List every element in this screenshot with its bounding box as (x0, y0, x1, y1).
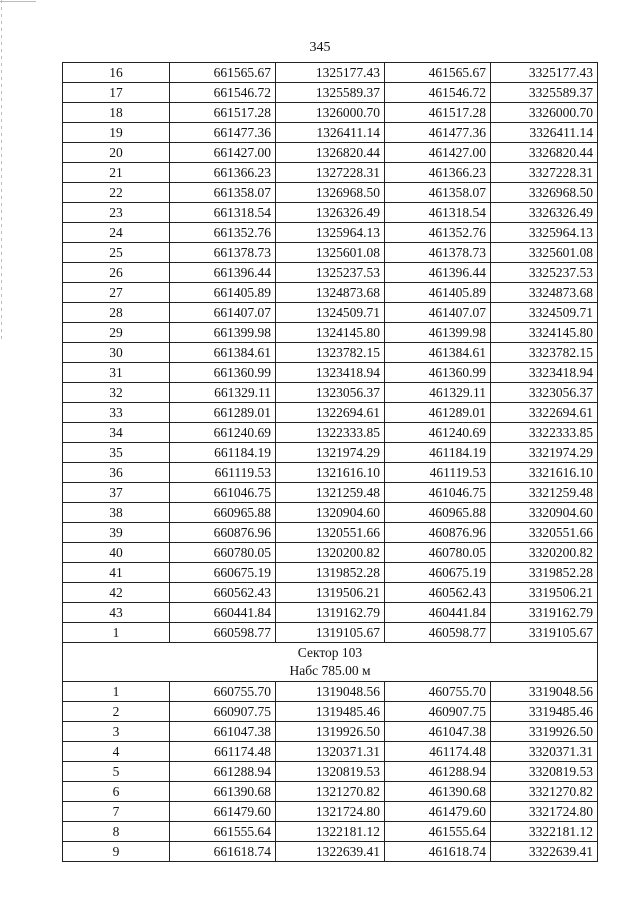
point-number-cell: 40 (63, 543, 170, 563)
x-coord-cell: 661477.36 (170, 123, 276, 143)
x2-coord-cell: 461318.54 (385, 203, 491, 223)
y2-coord-cell: 3324145.80 (491, 323, 598, 343)
point-number-cell: 27 (63, 283, 170, 303)
y2-coord-cell: 3319485.46 (491, 702, 598, 722)
table-row (63, 163, 598, 183)
y2-coord-cell: 3326411.14 (491, 123, 598, 143)
point-number-cell: 22 (63, 183, 170, 203)
y-coord-cell: 1322694.61 (276, 403, 385, 423)
y2-coord-cell: 3319506.21 (491, 583, 598, 603)
y2-coord-cell: 3321616.10 (491, 463, 598, 483)
table-row (63, 403, 598, 423)
y-coord-cell: 1319926.50 (276, 722, 385, 742)
x2-coord-cell: 460876.96 (385, 523, 491, 543)
point-number-cell: 9 (63, 842, 170, 862)
y-coord-cell: 1325964.13 (276, 223, 385, 243)
x-coord-cell: 661399.98 (170, 323, 276, 343)
sector-header-cell (63, 643, 598, 682)
table-body-after-sector (63, 682, 598, 862)
x-coord-cell: 661174.48 (170, 742, 276, 762)
y2-coord-cell: 3326968.50 (491, 183, 598, 203)
sector-elevation: Набс 785.00 м (289, 663, 371, 678)
x-coord-cell: 661378.73 (170, 243, 276, 263)
sector-header-row (63, 643, 598, 682)
scan-corner-mark (0, 1, 36, 2)
point-number-cell: 17 (63, 83, 170, 103)
y-coord-cell: 1327228.31 (276, 163, 385, 183)
x-coord-cell: 661565.67 (170, 63, 276, 83)
point-number-cell: 4 (63, 742, 170, 762)
y2-coord-cell: 3321974.29 (491, 443, 598, 463)
table-row (63, 762, 598, 782)
table-row (63, 443, 598, 463)
x-coord-cell: 661119.53 (170, 463, 276, 483)
table-row (63, 702, 598, 722)
x2-coord-cell: 461405.89 (385, 283, 491, 303)
x-coord-cell: 661288.94 (170, 762, 276, 782)
x2-coord-cell: 460907.75 (385, 702, 491, 722)
point-number-cell: 42 (63, 583, 170, 603)
x2-coord-cell: 461427.00 (385, 143, 491, 163)
y-coord-cell: 1320904.60 (276, 503, 385, 523)
y-coord-cell: 1319852.28 (276, 563, 385, 583)
y-coord-cell: 1324145.80 (276, 323, 385, 343)
x-coord-cell: 661517.28 (170, 103, 276, 123)
point-number-cell: 23 (63, 203, 170, 223)
x-coord-cell: 660598.77 (170, 623, 276, 643)
y2-coord-cell: 3323056.37 (491, 383, 598, 403)
x2-coord-cell: 461329.11 (385, 383, 491, 403)
x2-coord-cell: 461565.67 (385, 63, 491, 83)
y2-coord-cell: 3322181.12 (491, 822, 598, 842)
x2-coord-cell: 461366.23 (385, 163, 491, 183)
x-coord-cell: 661546.72 (170, 83, 276, 103)
y-coord-cell: 1325237.53 (276, 263, 385, 283)
point-number-cell: 34 (63, 423, 170, 443)
table-row (63, 742, 598, 762)
y2-coord-cell: 3325177.43 (491, 63, 598, 83)
x-coord-cell: 661360.99 (170, 363, 276, 383)
y2-coord-cell: 3327228.31 (491, 163, 598, 183)
y-coord-cell: 1325177.43 (276, 63, 385, 83)
table-row (63, 463, 598, 483)
x2-coord-cell: 461046.75 (385, 483, 491, 503)
y-coord-cell: 1320200.82 (276, 543, 385, 563)
point-number-cell: 36 (63, 463, 170, 483)
x2-coord-cell: 461384.61 (385, 343, 491, 363)
y2-coord-cell: 3319105.67 (491, 623, 598, 643)
point-number-cell: 20 (63, 143, 170, 163)
y-coord-cell: 1321616.10 (276, 463, 385, 483)
point-number-cell: 35 (63, 443, 170, 463)
x-coord-cell: 661184.19 (170, 443, 276, 463)
table-row (63, 143, 598, 163)
table-row (63, 842, 598, 862)
x2-coord-cell: 460755.70 (385, 682, 491, 702)
y-coord-cell: 1319506.21 (276, 583, 385, 603)
x-coord-cell: 661618.74 (170, 842, 276, 862)
table-row (63, 563, 598, 583)
y-coord-cell: 1322639.41 (276, 842, 385, 862)
x-coord-cell: 661405.89 (170, 283, 276, 303)
x-coord-cell: 660755.70 (170, 682, 276, 702)
point-number-cell: 30 (63, 343, 170, 363)
x-coord-cell: 661329.11 (170, 383, 276, 403)
x2-coord-cell: 461240.69 (385, 423, 491, 443)
x-coord-cell: 661555.64 (170, 822, 276, 842)
y2-coord-cell: 3323782.15 (491, 343, 598, 363)
x2-coord-cell: 461289.01 (385, 403, 491, 423)
table-row (63, 423, 598, 443)
x2-coord-cell: 461119.53 (385, 463, 491, 483)
point-number-cell: 6 (63, 782, 170, 802)
table-row (63, 523, 598, 543)
table-row (63, 603, 598, 623)
y-coord-cell: 1326000.70 (276, 103, 385, 123)
y2-coord-cell: 3326820.44 (491, 143, 598, 163)
x2-coord-cell: 460441.84 (385, 603, 491, 623)
y-coord-cell: 1319105.67 (276, 623, 385, 643)
point-number-cell: 38 (63, 503, 170, 523)
table-row (63, 782, 598, 802)
x2-coord-cell: 461477.36 (385, 123, 491, 143)
y2-coord-cell: 3319048.56 (491, 682, 598, 702)
x2-coord-cell: 460675.19 (385, 563, 491, 583)
y2-coord-cell: 3326326.49 (491, 203, 598, 223)
y2-coord-cell: 3319926.50 (491, 722, 598, 742)
table-row (63, 63, 598, 83)
x-coord-cell: 661358.07 (170, 183, 276, 203)
x2-coord-cell: 460562.43 (385, 583, 491, 603)
table-row (63, 802, 598, 822)
x-coord-cell: 661289.01 (170, 403, 276, 423)
table-row (63, 123, 598, 143)
y2-coord-cell: 3319852.28 (491, 563, 598, 583)
y2-coord-cell: 3322639.41 (491, 842, 598, 862)
x-coord-cell: 660562.43 (170, 583, 276, 603)
x-coord-cell: 661396.44 (170, 263, 276, 283)
y-coord-cell: 1325601.08 (276, 243, 385, 263)
table-row (63, 103, 598, 123)
y-coord-cell: 1323056.37 (276, 383, 385, 403)
x2-coord-cell: 461358.07 (385, 183, 491, 203)
point-number-cell: 41 (63, 563, 170, 583)
point-number-cell: 5 (63, 762, 170, 782)
y-coord-cell: 1324509.71 (276, 303, 385, 323)
x-coord-cell: 660965.88 (170, 503, 276, 523)
x-coord-cell: 661384.61 (170, 343, 276, 363)
y2-coord-cell: 3324509.71 (491, 303, 598, 323)
y2-coord-cell: 3320371.31 (491, 742, 598, 762)
x2-coord-cell: 461378.73 (385, 243, 491, 263)
point-number-cell: 29 (63, 323, 170, 343)
y-coord-cell: 1320819.53 (276, 762, 385, 782)
point-number-cell: 26 (63, 263, 170, 283)
x-coord-cell: 660780.05 (170, 543, 276, 563)
y-coord-cell: 1320551.66 (276, 523, 385, 543)
point-number-cell: 43 (63, 603, 170, 623)
table-row (63, 623, 598, 643)
table-row (63, 203, 598, 223)
x2-coord-cell: 461390.68 (385, 782, 491, 802)
y-coord-cell: 1319048.56 (276, 682, 385, 702)
point-number-cell: 16 (63, 63, 170, 83)
point-number-cell: 32 (63, 383, 170, 403)
y-coord-cell: 1321974.29 (276, 443, 385, 463)
point-number-cell: 1 (63, 682, 170, 702)
y2-coord-cell: 3321270.82 (491, 782, 598, 802)
point-number-cell: 8 (63, 822, 170, 842)
y2-coord-cell: 3325589.37 (491, 83, 598, 103)
x2-coord-cell: 461184.19 (385, 443, 491, 463)
point-number-cell: 1 (63, 623, 170, 643)
x2-coord-cell: 461288.94 (385, 762, 491, 782)
y2-coord-cell: 3320904.60 (491, 503, 598, 523)
y-coord-cell: 1321259.48 (276, 483, 385, 503)
sector-header-body (63, 643, 598, 682)
y2-coord-cell: 3325964.13 (491, 223, 598, 243)
point-number-cell: 19 (63, 123, 170, 143)
table-row (63, 83, 598, 103)
x-coord-cell: 661407.07 (170, 303, 276, 323)
y2-coord-cell: 3319162.79 (491, 603, 598, 623)
point-number-cell: 31 (63, 363, 170, 383)
x2-coord-cell: 461618.74 (385, 842, 491, 862)
y2-coord-cell: 3320200.82 (491, 543, 598, 563)
table-row (63, 223, 598, 243)
point-number-cell: 33 (63, 403, 170, 423)
sector-title: Сектор 103 (297, 645, 363, 660)
x2-coord-cell: 461396.44 (385, 263, 491, 283)
x2-coord-cell: 461555.64 (385, 822, 491, 842)
x-coord-cell: 661352.76 (170, 223, 276, 243)
table-row (63, 722, 598, 742)
point-number-cell: 25 (63, 243, 170, 263)
x2-coord-cell: 461047.38 (385, 722, 491, 742)
y-coord-cell: 1321270.82 (276, 782, 385, 802)
y-coord-cell: 1320371.31 (276, 742, 385, 762)
y-coord-cell: 1322333.85 (276, 423, 385, 443)
coordinates-table (62, 62, 598, 862)
table-row (63, 383, 598, 403)
y2-coord-cell: 3320819.53 (491, 762, 598, 782)
x2-coord-cell: 461399.98 (385, 323, 491, 343)
x2-coord-cell: 461517.28 (385, 103, 491, 123)
x2-coord-cell: 461546.72 (385, 83, 491, 103)
point-number-cell: 18 (63, 103, 170, 123)
table-row (63, 363, 598, 383)
x2-coord-cell: 460965.88 (385, 503, 491, 523)
y2-coord-cell: 3323418.94 (491, 363, 598, 383)
y-coord-cell: 1323418.94 (276, 363, 385, 383)
y2-coord-cell: 3321259.48 (491, 483, 598, 503)
point-number-cell: 7 (63, 802, 170, 822)
table-row (63, 682, 598, 702)
x-coord-cell: 661046.75 (170, 483, 276, 503)
x2-coord-cell: 461174.48 (385, 742, 491, 762)
y-coord-cell: 1324873.68 (276, 283, 385, 303)
x2-coord-cell: 461360.99 (385, 363, 491, 383)
table-row (63, 283, 598, 303)
point-number-cell: 28 (63, 303, 170, 323)
table-body-before-sector (63, 63, 598, 643)
y-coord-cell: 1323782.15 (276, 343, 385, 363)
point-number-cell: 24 (63, 223, 170, 243)
y2-coord-cell: 3324873.68 (491, 283, 598, 303)
x-coord-cell: 661047.38 (170, 722, 276, 742)
x2-coord-cell: 461479.60 (385, 802, 491, 822)
point-number-cell: 37 (63, 483, 170, 503)
x-coord-cell: 661318.54 (170, 203, 276, 223)
x-coord-cell: 660876.96 (170, 523, 276, 543)
x2-coord-cell: 460598.77 (385, 623, 491, 643)
table-row (63, 243, 598, 263)
table-row (63, 583, 598, 603)
x-coord-cell: 661479.60 (170, 802, 276, 822)
y2-coord-cell: 3322333.85 (491, 423, 598, 443)
x-coord-cell: 660441.84 (170, 603, 276, 623)
x-coord-cell: 661366.23 (170, 163, 276, 183)
point-number-cell: 3 (63, 722, 170, 742)
x-coord-cell: 660907.75 (170, 702, 276, 722)
table-row (63, 483, 598, 503)
y2-coord-cell: 3321724.80 (491, 802, 598, 822)
table-row (63, 503, 598, 523)
x-coord-cell: 661390.68 (170, 782, 276, 802)
y2-coord-cell: 3320551.66 (491, 523, 598, 543)
x2-coord-cell: 461352.76 (385, 223, 491, 243)
x2-coord-cell: 460780.05 (385, 543, 491, 563)
table-row (63, 543, 598, 563)
y-coord-cell: 1319485.46 (276, 702, 385, 722)
point-number-cell: 21 (63, 163, 170, 183)
y-coord-cell: 1326326.49 (276, 203, 385, 223)
y2-coord-cell: 3322694.61 (491, 403, 598, 423)
page-number: 345 (309, 40, 331, 55)
y-coord-cell: 1326968.50 (276, 183, 385, 203)
y2-coord-cell: 3326000.70 (491, 103, 598, 123)
y2-coord-cell: 3325601.08 (491, 243, 598, 263)
table-row (63, 303, 598, 323)
y-coord-cell: 1326820.44 (276, 143, 385, 163)
point-number-cell: 2 (63, 702, 170, 722)
x-coord-cell: 661240.69 (170, 423, 276, 443)
y-coord-cell: 1319162.79 (276, 603, 385, 623)
table-row (63, 323, 598, 343)
y-coord-cell: 1322181.12 (276, 822, 385, 842)
y2-coord-cell: 3325237.53 (491, 263, 598, 283)
x-coord-cell: 660675.19 (170, 563, 276, 583)
point-number-cell: 39 (63, 523, 170, 543)
x2-coord-cell: 461407.07 (385, 303, 491, 323)
x-coord-cell: 661427.00 (170, 143, 276, 163)
y-coord-cell: 1325589.37 (276, 83, 385, 103)
table-row (63, 183, 598, 203)
y-coord-cell: 1326411.14 (276, 123, 385, 143)
y-coord-cell: 1321724.80 (276, 802, 385, 822)
table-row (63, 343, 598, 363)
table-row (63, 822, 598, 842)
table-row (63, 263, 598, 283)
